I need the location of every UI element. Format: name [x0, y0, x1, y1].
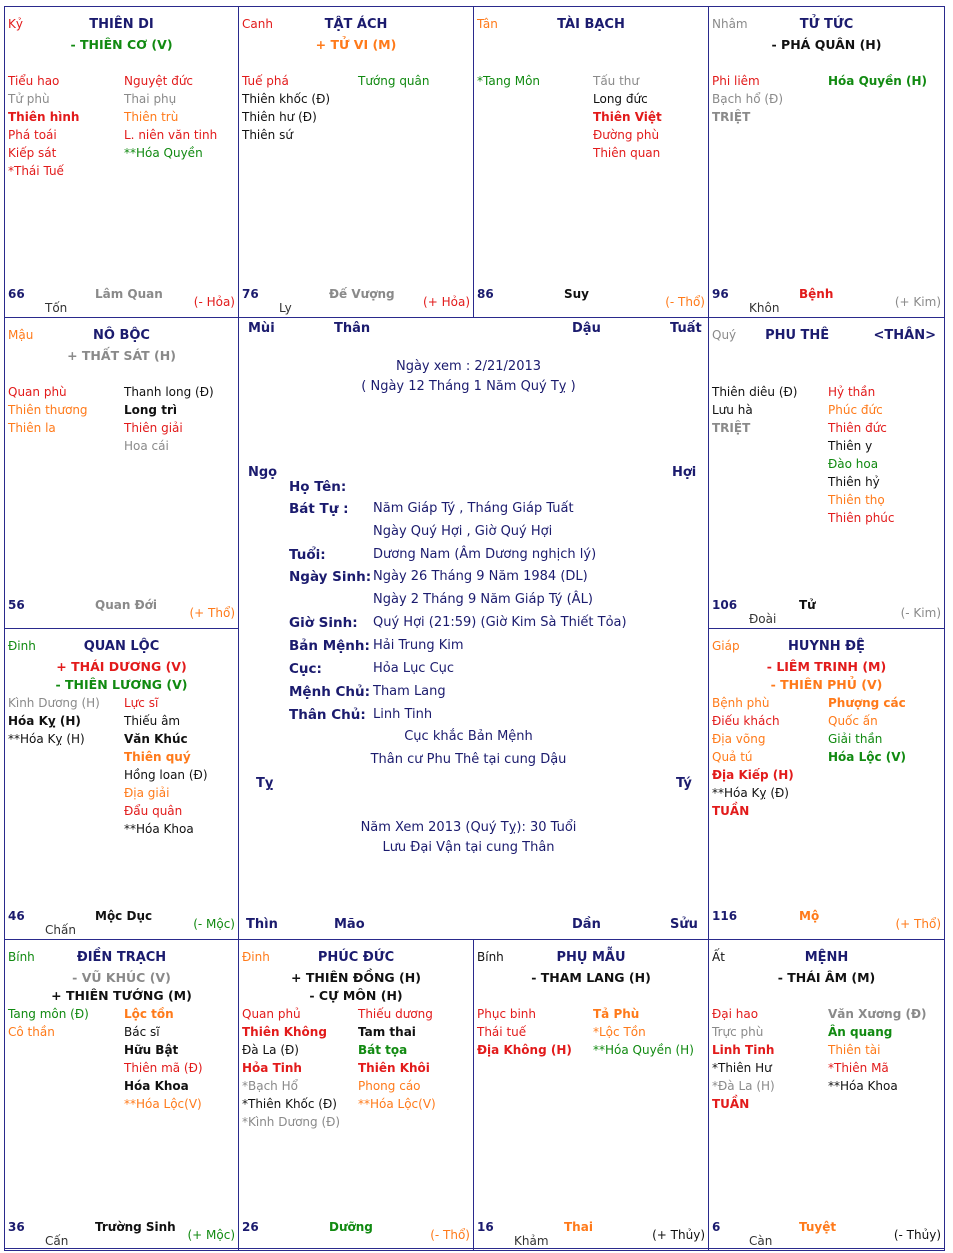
star: Tử phù [8, 92, 50, 106]
age-number: 106 [712, 598, 738, 612]
main-star: - THAM LANG (H) [531, 970, 651, 985]
palace-cell-dan [4, 939, 239, 1251]
age-number: 76 [242, 287, 259, 301]
star: Tả Phù [593, 1007, 640, 1021]
left-stars-column [8, 72, 79, 180]
star: L. niên văn tinh [124, 128, 218, 142]
age-number: 56 [8, 598, 25, 612]
star: **Hóa Kỵ (H) [8, 732, 85, 746]
palace-cell-ngo [238, 6, 474, 318]
palace-cell-hoi [708, 939, 945, 1251]
star: Thiên thương [8, 403, 88, 417]
branch-ngo: Ngọ [248, 465, 278, 480]
direction-label: Khôn [749, 301, 780, 315]
star: Phong cáo [358, 1079, 421, 1093]
right-stars-column [828, 1005, 926, 1095]
star: Thiên hư (Đ) [242, 110, 317, 124]
star: **Hóa Khoa [124, 822, 194, 836]
palace-cell-ty [4, 6, 239, 318]
left-stars-column [712, 383, 798, 437]
element-label: (+ Thổ) [189, 606, 235, 620]
star: Thiên hỷ [828, 475, 880, 489]
main-star: - CỰ MÔN (H) [309, 988, 403, 1003]
right-stars-column [593, 1005, 694, 1059]
branch-than: Thân [334, 321, 371, 336]
star: *Thiên Hư [712, 1061, 772, 1075]
direction-label: Tốn [45, 301, 68, 315]
palace-name: MỆNH [804, 950, 849, 965]
info-label: Cục: [289, 661, 322, 677]
palace-name: TẬT ÁCH [324, 17, 388, 32]
star: TRIỆT [712, 421, 751, 435]
can-label: Đinh [242, 950, 270, 964]
star: Văn Khúc [124, 732, 188, 746]
palace-name: PHU THÊ [765, 328, 830, 343]
star: Lưu hà [712, 403, 753, 417]
star: Quan phù [8, 385, 67, 399]
palace-name: TỬ TỨC [799, 17, 854, 32]
branch-mao: Mão [334, 917, 365, 932]
star: Tang môn (Đ) [8, 1007, 89, 1021]
direction-label: Chấn [45, 923, 76, 937]
branch-dan: Dần [572, 917, 601, 932]
main-star: - THIÊN CƠ (V) [70, 37, 173, 52]
star: Hóa Lộc (V) [828, 750, 906, 764]
can-label: Nhâm [712, 17, 748, 31]
palace-name: ĐIỀN TRẠCH [76, 950, 167, 965]
star: *Thiên Mã [828, 1061, 889, 1075]
right-stars-column [124, 694, 208, 838]
life-stage: Tử [799, 598, 816, 612]
star: Long đức [593, 92, 648, 106]
element-label: (- Thổ) [430, 1228, 470, 1242]
star: Thiên diêu (Đ) [712, 385, 798, 399]
can-label: Quý [712, 328, 737, 342]
info-label: Bản Mệnh: [289, 638, 370, 654]
can-label: Giáp [712, 639, 740, 653]
star: Điếu khách [712, 714, 780, 728]
star: Đường phù [593, 128, 660, 142]
star: Thiên đức [828, 421, 887, 435]
life-stage: Mộc Dục [95, 909, 153, 923]
star: Lực sĩ [124, 696, 159, 710]
right-stars-column [124, 1005, 203, 1113]
info-value: Dương Nam (Âm Dương nghịch lý) [373, 547, 597, 562]
right-stars-column [358, 1005, 436, 1113]
life-stage: Quan Đới [95, 598, 157, 612]
note-luu-dai-van: Lưu Đại Vận tại cung Thân [382, 840, 555, 855]
star: Bát tọa [358, 1043, 408, 1057]
star: Thiên khốc (Đ) [242, 92, 331, 106]
star: Lộc tồn [124, 1007, 174, 1021]
can-label: Kỷ [8, 17, 23, 31]
star: Tam thai [358, 1025, 416, 1039]
star: Phượng các [828, 696, 906, 710]
info-label: Ngày Sinh: [289, 569, 372, 585]
element-label: (+ Kim) [894, 295, 941, 309]
main-star: + THÁI DƯƠNG (V) [56, 659, 187, 674]
info-label: Mệnh Chủ: [289, 684, 371, 700]
star: Thiên Khôi [358, 1061, 430, 1075]
age-number: 16 [477, 1220, 494, 1234]
branch-ty2: Tý [676, 776, 692, 791]
star: Thiên Không [242, 1025, 327, 1039]
star: Quan phủ [242, 1007, 301, 1021]
left-stars-column [8, 383, 88, 437]
star: Thiên trù [124, 110, 179, 124]
star: TUẦN [712, 1097, 750, 1111]
left-stars-column [477, 1005, 572, 1059]
direction-label: Đoài [749, 612, 777, 626]
star: Thiên Việt [593, 110, 662, 124]
info-value: Năm Giáp Tý , Tháng Giáp Tuất [373, 501, 574, 516]
main-star: - PHÁ QUÂN (H) [771, 37, 882, 52]
info-label: Tuổi: [289, 547, 326, 563]
can-label: Mậu [8, 328, 34, 342]
star: Địa giải [124, 786, 170, 800]
main-star: - VŨ KHÚC (V) [72, 970, 171, 985]
note-than-cu: Thân cư Phu Thê tại cung Dậu [370, 752, 567, 767]
star: Thiếu dương [358, 1007, 433, 1021]
branch-ty: Tỵ [256, 776, 274, 791]
direction-label: Khảm [514, 1234, 549, 1248]
star: Bạch hổ (Đ) [712, 92, 784, 106]
info-label: Thân Chủ: [289, 707, 366, 723]
right-stars-column [828, 72, 927, 90]
star: *Đà La (H) [712, 1079, 775, 1093]
star: Thiên quan [593, 146, 661, 160]
can-label: Bính [477, 950, 504, 964]
left-stars-column [712, 72, 783, 126]
left-stars-column [477, 72, 540, 90]
life-stage: Bệnh [799, 287, 834, 301]
star: Thiên tài [828, 1043, 881, 1057]
info-value: Ngày 2 Tháng 9 Năm Giáp Tý (ÂL) [373, 592, 593, 607]
star: Thiên y [828, 439, 873, 453]
star: Phá toái [8, 128, 57, 142]
star: Quốc ấn [828, 714, 878, 728]
star: Đà La (Đ) [242, 1043, 299, 1057]
star: *Thái Tuế [8, 164, 64, 178]
info-label: Họ Tên: [289, 479, 347, 495]
star: **Hóa Kỵ (Đ) [712, 786, 789, 800]
star: Tuế phá [242, 74, 289, 88]
element-label: (- Mộc) [193, 917, 235, 931]
life-stage: Mộ [799, 909, 820, 923]
star: **Hóa Lộc(V) [358, 1097, 436, 1111]
main-star: + THIÊN TƯỚNG (M) [51, 988, 192, 1003]
age-number: 96 [712, 287, 729, 301]
star: Địa Không (H) [477, 1043, 572, 1057]
note-nam-xem: Năm Xem 2013 (Quý Tỵ): 30 Tuổi [360, 820, 577, 835]
info-value: Hỏa Lục Cục [373, 661, 455, 676]
star: *Tang Môn [477, 74, 541, 88]
star: Thiên giải [124, 421, 183, 435]
life-stage: Lâm Quan [95, 287, 163, 301]
star: Bác sĩ [124, 1025, 160, 1039]
star: Bệnh phù [712, 696, 770, 710]
star: Thiên phúc [828, 511, 895, 525]
star: *Thiên Khốc (Đ) [242, 1097, 337, 1111]
palace-cell-thin [4, 317, 239, 629]
right-stars-column [124, 383, 214, 455]
direction-label: Cấn [45, 1234, 69, 1248]
star: Quả tú [712, 750, 753, 764]
star: Thiên la [8, 421, 56, 435]
palace-name: PHÚC ĐỨC [317, 950, 395, 965]
life-stage: Trường Sinh [95, 1220, 176, 1234]
star: Trực phù [712, 1025, 764, 1039]
life-stage: Đế Vượng [329, 287, 395, 301]
life-stage: Tuyệt [799, 1220, 837, 1234]
star: Hóa Kỵ (H) [8, 714, 81, 728]
star: Phi liêm [712, 74, 760, 88]
info-value: Quý Hợi (21:59) (Giờ Kim Sà Thiết Tỏa) [373, 615, 627, 630]
main-star: - THÁI ÂM (M) [777, 970, 876, 985]
star: Thiếu âm [124, 714, 181, 728]
can-label: Đinh [8, 639, 36, 653]
direction-label: Càn [749, 1234, 773, 1248]
right-stars-column [593, 72, 662, 162]
left-stars-column [242, 72, 330, 144]
element-label: (- Hỏa) [193, 295, 235, 309]
branch-thin: Thìn [246, 917, 278, 932]
than-marker: <THÂN> [873, 328, 936, 343]
element-label: (+ Hỏa) [423, 295, 470, 309]
can-label: Tân [477, 17, 498, 31]
star: *Lộc Tồn [593, 1025, 646, 1039]
element-label: (+ Mộc) [187, 1228, 235, 1242]
palace-cell-than [708, 6, 945, 318]
info-value: Tham Lang [373, 684, 446, 699]
right-stars-column [828, 694, 906, 766]
main-star: + THIÊN ĐỒNG (H) [291, 970, 421, 985]
branch-suu: Sửu [670, 917, 698, 932]
star: Thiên quý [124, 750, 191, 764]
branch-dau: Dậu [572, 321, 601, 336]
age-number: 6 [712, 1220, 721, 1234]
star: Đào hoa [828, 457, 879, 471]
direction-label: Ly [279, 301, 292, 315]
life-stage: Suy [564, 287, 590, 301]
star: Long trì [124, 403, 177, 417]
note-cuc: Cục khắc Bản Mệnh [404, 729, 533, 744]
left-stars-column [242, 1005, 340, 1131]
element-label: (- Thổ) [665, 295, 705, 309]
star: Kình Dương (H) [8, 696, 100, 710]
star: Hóa Khoa [124, 1079, 189, 1093]
star: Hữu Bật [124, 1043, 179, 1057]
star: Ân quang [828, 1025, 893, 1039]
star: Địa Kiếp (H) [712, 768, 794, 782]
star: TRIỆT [712, 110, 751, 124]
star: Tấu thư [593, 74, 640, 88]
star: TUẦN [712, 804, 750, 818]
star: **Hóa Lộc(V) [124, 1097, 202, 1111]
lunar-date: ( Ngày 12 Tháng 1 Năm Quý Tỵ ) [361, 379, 576, 394]
star: Linh Tinh [712, 1043, 775, 1057]
branch-hoi: Hợi [672, 465, 697, 480]
palace-cell-ty2 [473, 939, 709, 1251]
main-star: - THIÊN LƯƠNG (V) [55, 677, 188, 692]
main-star: - LIÊM TRINH (M) [766, 659, 887, 674]
star: Thái tuế [477, 1025, 527, 1039]
main-star: + THẤT SÁT (H) [67, 348, 176, 363]
palace-name: QUAN LỘC [83, 639, 160, 654]
star: Thai phụ [124, 92, 177, 106]
age-number: 86 [477, 287, 494, 301]
age-number: 116 [712, 909, 738, 923]
star: **Hóa Quyền (H) [593, 1043, 694, 1057]
star: Tiểu hao [8, 74, 60, 88]
info-value: Linh Tinh [373, 707, 433, 722]
info-label: Bát Tự : [289, 501, 349, 517]
star: Hồng loan (Đ) [124, 768, 208, 782]
star: Thiên thọ [828, 493, 885, 507]
branch-mui: Mùi [248, 321, 275, 336]
star: Đại hao [712, 1007, 759, 1021]
main-star: + TỬ VI (M) [315, 37, 397, 52]
palace-name: NÔ BỘC [93, 328, 150, 343]
star: Thiên sứ [242, 128, 293, 142]
star: Địa võng [712, 732, 766, 746]
palace-cell-tuat [708, 628, 945, 940]
right-stars-column [124, 72, 217, 162]
left-stars-column [8, 1005, 89, 1041]
palace-name: PHỤ MẪU [556, 950, 626, 965]
life-stage: Dưỡng [329, 1220, 373, 1234]
age-number: 26 [242, 1220, 259, 1234]
palace-cell-mui [473, 6, 709, 318]
can-label: Ất [712, 950, 725, 964]
info-value: Hải Trung Kim [373, 638, 464, 653]
element-label: (- Thủy) [893, 1228, 941, 1242]
palace-name: HUYNH ĐỆ [788, 639, 865, 654]
left-stars-column [712, 694, 794, 820]
info-value: Ngày 26 Tháng 9 Năm 1984 (DL) [373, 569, 588, 584]
star: Đẩu quân [124, 804, 183, 818]
branch-tuat: Tuất [670, 321, 702, 336]
palace-cell-suu [238, 939, 474, 1251]
age-number: 46 [8, 909, 25, 923]
palace-cell-mao [4, 628, 239, 940]
view-date: Ngày xem : 2/21/2013 [395, 359, 542, 374]
star: Hoa cái [124, 439, 169, 453]
star: Văn Xương (Đ) [828, 1007, 927, 1021]
star: **Hóa Khoa [828, 1079, 898, 1093]
element-label: (+ Thủy) [652, 1228, 705, 1242]
palace-name: THIÊN DI [89, 17, 154, 32]
star: Phục binh [477, 1007, 537, 1021]
life-stage: Thai [564, 1220, 593, 1234]
left-stars-column [712, 1005, 775, 1113]
age-number: 36 [8, 1220, 25, 1234]
right-stars-column [358, 72, 430, 90]
star: Thanh long (Đ) [124, 385, 214, 399]
star: Hỏa Tinh [242, 1061, 302, 1075]
star: **Hóa Quyền [124, 146, 203, 160]
info-label: Giờ Sinh: [289, 615, 358, 631]
age-number: 66 [8, 287, 25, 301]
can-label: Bính [8, 950, 35, 964]
palace-cell-dau [708, 317, 945, 629]
center-panel [234, 311, 703, 933]
left-stars-column [8, 694, 100, 748]
star: Tướng quân [358, 74, 430, 88]
star: Hỷ thần [828, 385, 876, 399]
star: Kiếp sát [8, 146, 57, 160]
element-label: (+ Thổ) [895, 917, 941, 931]
main-star: - THIÊN PHỦ (V) [770, 677, 883, 692]
palace-name: TÀI BẠCH [557, 17, 625, 32]
right-stars-column [828, 383, 895, 527]
star: Thiên hình [8, 110, 80, 124]
star: Cô thần [8, 1025, 55, 1039]
can-label: Canh [242, 17, 273, 31]
star: Thiên mã (Đ) [124, 1061, 203, 1075]
star: Nguyệt đức [124, 74, 194, 88]
star: *Bạch Hổ [242, 1079, 298, 1093]
element-label: (- Kim) [900, 606, 941, 620]
star: Hóa Quyền (H) [828, 74, 927, 88]
star: Giải thần [828, 732, 883, 746]
star: Phúc đức [828, 403, 883, 417]
star: *Kình Dương (Đ) [242, 1115, 341, 1129]
info-value: Ngày Quý Hợi , Giờ Quý Hợi [373, 524, 553, 539]
